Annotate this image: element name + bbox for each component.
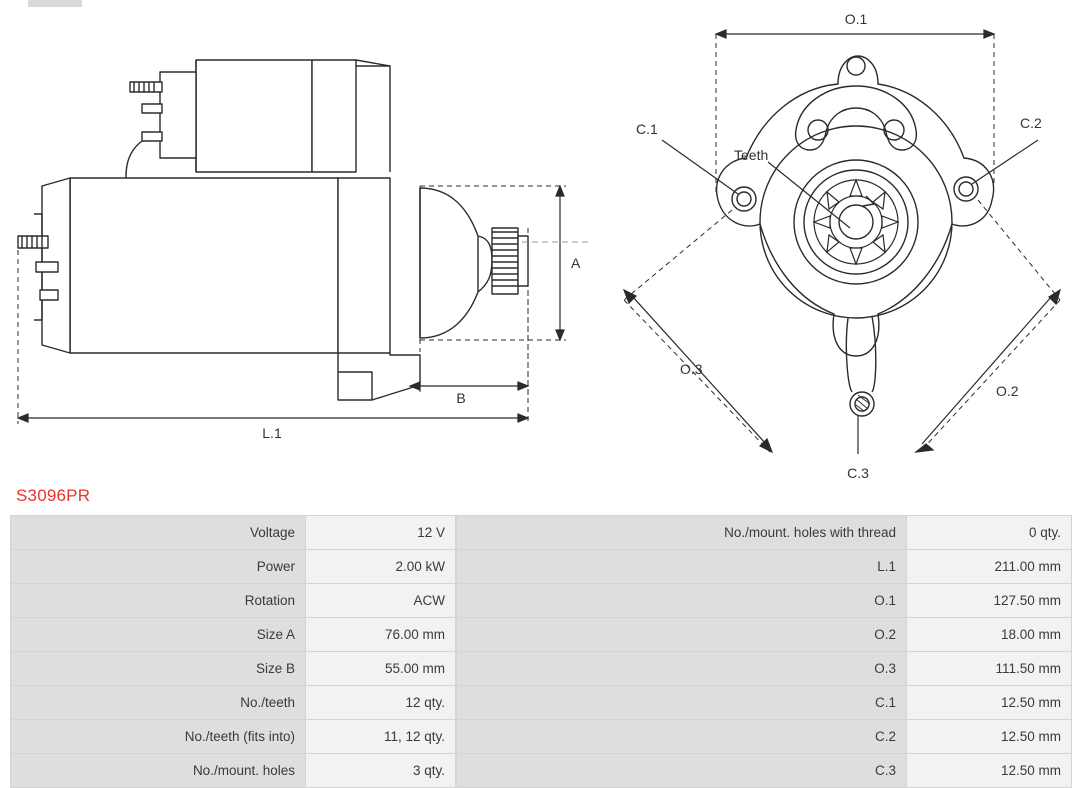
spec-value: 12.50 mm [907, 754, 1072, 788]
spec-value: 127.50 mm [907, 584, 1072, 618]
spec-label: O.3 [457, 652, 907, 686]
page-title: S3096PR [16, 486, 91, 505]
table-row [11, 652, 456, 686]
spec-label: Size A [11, 618, 306, 652]
table-row [457, 686, 1072, 720]
table-row [457, 754, 1072, 788]
spec-label: C.2 [457, 720, 907, 754]
spec-label: No./mount. holes with thread [457, 516, 907, 550]
table-row [11, 584, 456, 618]
table-row [11, 754, 456, 788]
spec-value: 55.00 mm [306, 652, 456, 686]
spec-label: Rotation [11, 584, 306, 618]
spec-label: L.1 [457, 550, 907, 584]
table-row [11, 686, 456, 720]
table-row [457, 584, 1072, 618]
spec-value: ACW [306, 584, 456, 618]
spec-value: 0 qty. [907, 516, 1072, 550]
spec-value: 3 qty. [306, 754, 456, 788]
table-row [11, 516, 456, 550]
spec-label: No./mount. holes [11, 754, 306, 788]
spec-value: 211.00 mm [907, 550, 1072, 584]
table-row [11, 550, 456, 584]
dimension-label-c2: C.2 [1020, 115, 1042, 131]
starter-side-view-drawing [0, 0, 600, 480]
spec-label: No./teeth [11, 686, 306, 720]
table-row [457, 720, 1072, 754]
table-row [457, 618, 1072, 652]
spec-value: 11, 12 qty. [306, 720, 456, 754]
spec-value: 76.00 mm [306, 618, 456, 652]
table-row [11, 720, 456, 754]
spec-label: No./teeth (fits into) [11, 720, 306, 754]
spec-value: 2.00 kW [306, 550, 456, 584]
spec-label: O.2 [457, 618, 907, 652]
dimension-label-teeth: Teeth [734, 147, 769, 163]
spec-value: 12.50 mm [907, 720, 1072, 754]
table-row [457, 516, 1072, 550]
table-row [457, 550, 1072, 584]
spec-value: 111.50 mm [907, 652, 1072, 686]
dimension-label-o2: O.2 [996, 383, 1019, 399]
spec-label: Power [11, 550, 306, 584]
spec-value: 12 V [306, 516, 456, 550]
spec-label: C.1 [457, 686, 907, 720]
spec-label: Size B [11, 652, 306, 686]
dimension-label-a: A [571, 255, 581, 271]
dimension-label-o1: O.1 [844, 11, 868, 27]
starter-front-view-drawing [600, 0, 1080, 480]
dimension-label-l1: L.1 [262, 425, 282, 441]
spec-label: C.3 [457, 754, 907, 788]
table-row [457, 652, 1072, 686]
dimension-label-o3: O.3 [680, 361, 703, 377]
table-row [11, 618, 456, 652]
spec-value: 12.50 mm [907, 686, 1072, 720]
specifications [10, 515, 1070, 788]
spec-table-left [10, 515, 456, 788]
dimension-label-c1: C.1 [636, 121, 658, 137]
spec-table-right [456, 515, 1072, 788]
dimension-label-c3: C.3 [847, 465, 869, 480]
spec-value: 18.00 mm [907, 618, 1072, 652]
spec-label: O.1 [457, 584, 907, 618]
dimension-label-b: B [456, 390, 466, 406]
spec-label: Voltage [11, 516, 306, 550]
spec-value: 12 qty. [306, 686, 456, 720]
